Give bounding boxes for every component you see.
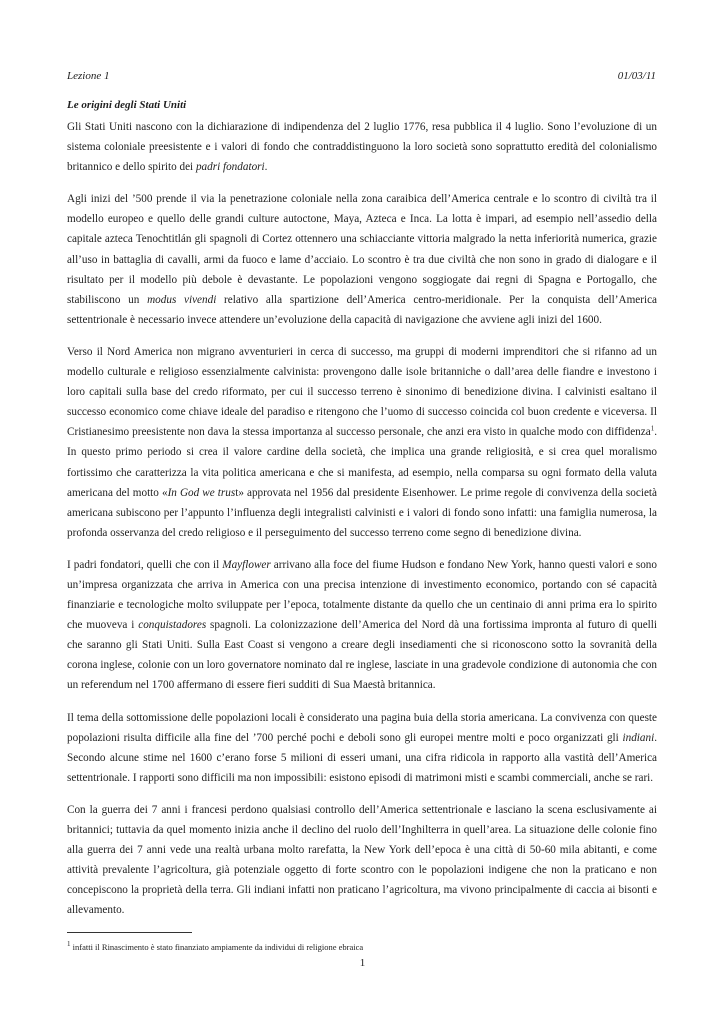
page-number: 1	[359, 957, 366, 969]
paragraph	[67, 800, 657, 921]
italic-text: In God we trus	[167, 486, 236, 499]
text-run: Gli Stati Uniti nascono con la dichiarazione di indipendenza del 2 luglio 1776, resa pubblica il 4 luglio. Sono l’evoluzione di un sistema coloniale preesistente e i valori di fondo che contraddistinguono la loro società sono soprattutto eredità del colonialismo britannico e dello spirito dei	[67, 121, 657, 174]
footnote	[67, 942, 363, 952]
text-run: . Secondo alcune stime nel 1600 c’erano forse 5 milioni di esseri umani, una cifra ridicola in rapporto alla vastità dell’America settentrionale. I rapporti sono difficili ma non impossibili: esistono episodi di matrimoni misti e scambi commerciali, anche se rari.	[67, 731, 657, 784]
italic-text: padri fondatori	[195, 161, 265, 174]
date-label: 01/03/11	[617, 70, 656, 82]
paragraph	[67, 555, 657, 696]
italic-text: modus vivendi	[147, 293, 217, 306]
text-run: spagnoli. La colonizzazione dell’America del Nord dà una fortissima impronta al futuro di quelli che saranno gli Stati Uniti. Sulla East Coast si vengono a creare degli insediamenti che si riconoscono sotto la sovranità della corona inglese, colonie con un loro governatore nominato dal re inglese, lasciate in una gradevole condizione di autonomia che con un referendum nel 1700 affermano di essere fieri sudditi di Sua Maestà britannica.	[67, 619, 657, 692]
section-title: Le origini degli Stati Uniti	[67, 99, 187, 111]
footnote-ref: 1	[650, 424, 655, 433]
paragraph	[67, 342, 657, 543]
italic-text: indiani	[622, 731, 655, 744]
lesson-label: Lezione 1	[67, 70, 110, 82]
text-run: arrivano alla foce del fiume Hudson e fondano New York, hanno questi valori e sono un’impresa organizzata che arriva in America con una precisa intenzione di investimento economico, portando con sé capacità finanziarie e tecnologiche molto sviluppate per l’epoca, totalmente distante da quello che un centinaio di anni prima era lo spirito che muoveva i	[67, 558, 657, 632]
italic-text: conquistadores	[138, 619, 207, 632]
text-run: .	[264, 161, 268, 174]
footnote-divider	[67, 932, 192, 933]
footnote-text: infatti il Rinascimento è stato finanziato ampiamente da individui di religione ebraica	[70, 942, 364, 952]
paragraph	[67, 708, 657, 788]
text-run: relativo alla spartizione dell’America centro-meridionale. Per la conquista dell’America settentrionale è necessario invece attendere un’evoluzione della capacità di navigazione che avviene agli inizi del 1600.	[67, 293, 658, 326]
text-run: Il tema della sottomissione delle popolazioni locali è considerato una pagina buia della storia americana. La convivenza con queste popolazioni risulta difficile alla fine del ’700 perché pochi e deboli sono gli europei mentre molti e poco organizzati gli	[67, 711, 657, 744]
text-run: t» approvata nel 1956 dal presidente Eisenhower. Le prime regole di convivenza della società americana subiscono per l’appunto l’influenza degli integralisti calvinisti e i valori di fondo sono infatti: una famiglia numerosa, la profonda osservanza del credo religioso e il perseguimento del successo terreno come segno di benedizione divina.	[67, 486, 657, 539]
body-text	[67, 117, 657, 932]
text-run: Verso il Nord America non migrano avventurieri in cerca di successo, ma gruppi di moderni imprenditori che si rifanno ad un modello culturale e religioso essenzialmente calvinista: provengono dalle isole britanniche o dall’area delle fiandre e investono i loro capitali sulla base del credo riformato, per cui il successo terreno è sinonimo di benedizione divina. I calvinisti esaltano il successo economico come chiave ideale del paradiso e ritengono che l’uomo di successo coincida col buon credente e viceversa. Il Cristianesimo preesistente non dava la stessa importanza al successo personale, che anzi era visto in qualche modo con diffidenza	[67, 345, 657, 439]
footnote-marker: 1	[67, 940, 71, 949]
text-run: Agli inizi del ’500 prende il via la penetrazione coloniale nella zona caraibica dell’America centrale e lo scontro di civiltà tra il modello europeo e quello delle grandi culture autoctone, Maya, Azteca e Inca. La lotta è impari, ad esempio nell’assedio della capitale azteca Tenochtitlán gli spagnoli di Cortez ottennero una schiacciante vittoria malgrado la netta inferiorità numerica, grazie all’uso in battaglia di cavalli, armi da fuoco e lame d’acciaio. Lo scontro è tra due civiltà che non sono in grado di dialogare e il risultato per il modello più debole è devastante. Le popolazioni vengono soggiogate dai regni di Spagna e Portogallo, che stabiliscono un	[67, 193, 657, 306]
italic-text: Mayflower	[222, 558, 271, 571]
text-run: I padri fondatori, quelli che con il	[67, 558, 223, 571]
text-run: . In questo primo periodo si crea il valore cardine della società, che implica una grande religiosità, e si crea quel moralismo fortissimo che caratterizza la vita politica americana e che si manifesta, ad esempio, nella comparsa su ogni formato della valuta americana del motto «	[67, 426, 657, 499]
paragraph	[67, 117, 657, 177]
paragraph	[67, 189, 657, 330]
text-run: Con la guerra dei 7 anni i francesi perdono qualsiasi controllo dell’America settentrionale e lasciano la scena esclusivamente ai britannici; tuttavia da quel momento inizia anche il declino del ruolo dell’Inghilterra in quell’area. La situazione delle colonie fino alla guerra dei 7 anni vede una realtà urbana molto rarefatta, la New York dell’epoca è una città di 50-60 mila abitanti, e come attività prevalente l’agricoltura, già potenziale oggetto di forte scontro con le popolazioni indigene che non la praticano e non concepiscono la proprietà della terra. Gli indiani infatti non praticano l’agricoltura, ma vivono principalmente di caccia ai bisonti e allevamento.	[67, 803, 657, 917]
